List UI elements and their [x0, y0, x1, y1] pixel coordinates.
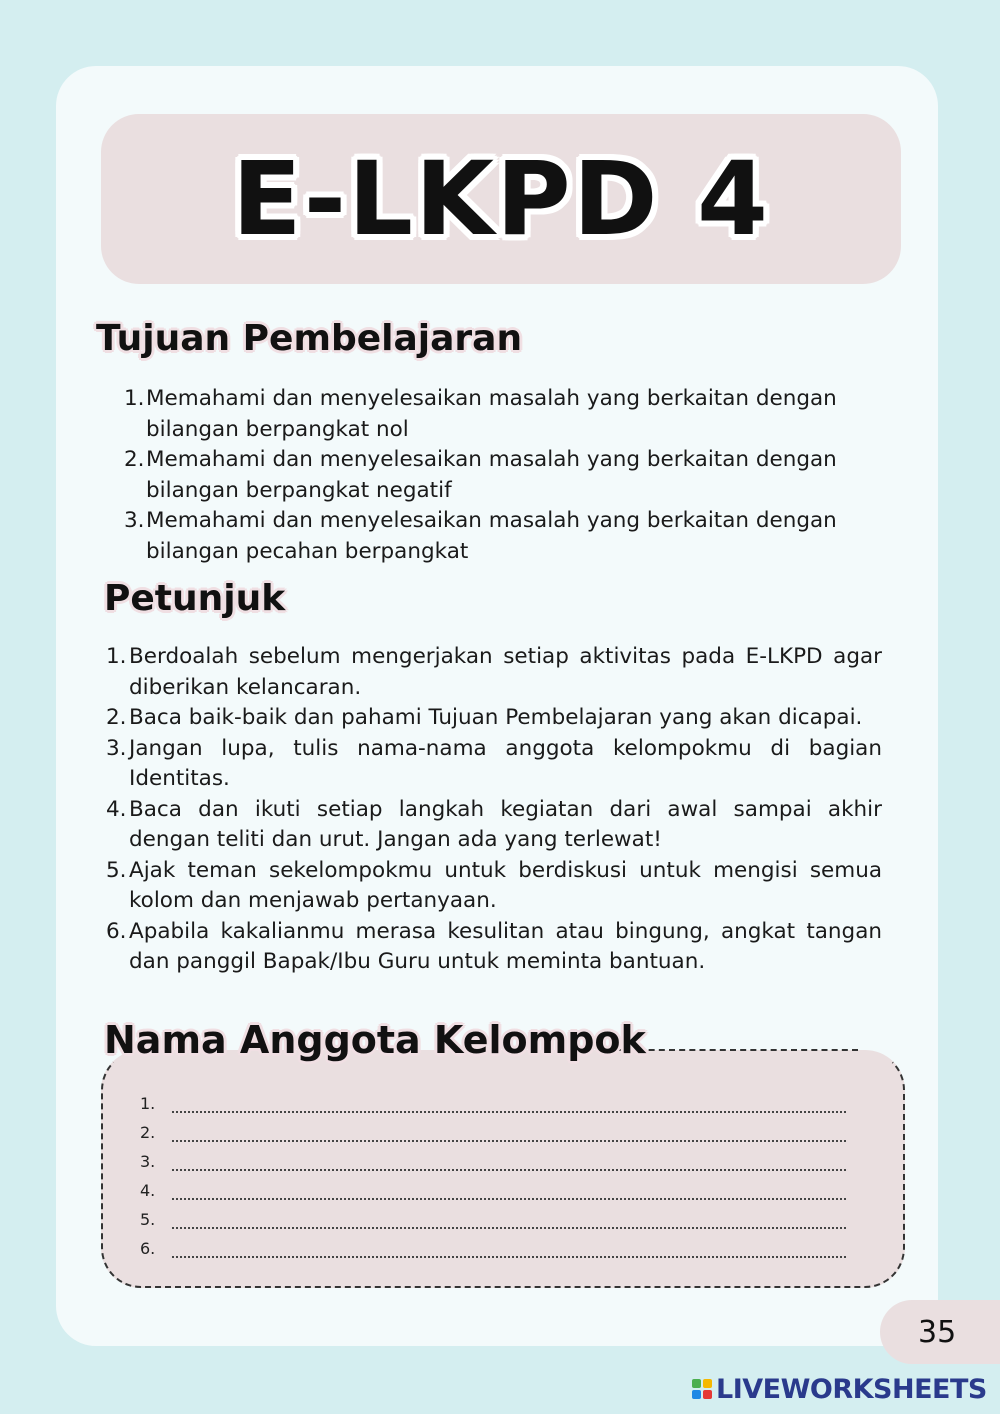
logo-square-icon	[703, 1390, 712, 1399]
item-number: 4.	[106, 796, 127, 822]
item-text: Ajak teman sekelompokmu untuk berdiskusi untuk mengisi semua kolom dan menjawab pertanyaan.	[129, 857, 882, 913]
list-item	[106, 734, 882, 795]
item-number: 5.	[106, 857, 127, 883]
item-number: 2.	[106, 705, 127, 730]
item-text: Memahami dan menyelesaikan masalah yang berkaitan dengan bilangan berpangkat negatif	[146, 447, 837, 503]
member-number: 5.	[140, 1210, 156, 1229]
member-name-field[interactable]	[172, 1157, 846, 1171]
item-text: Baca dan ikuti setiap langkah kegiatan dari awal sampai akhir dengan teliti dan urut. Jangan ada yang terlewat!	[129, 796, 882, 852]
item-number: 6.	[106, 918, 127, 944]
member-name-field[interactable]	[172, 1186, 846, 1200]
list-item	[106, 917, 882, 978]
list-item	[124, 384, 854, 445]
page-number-tab	[880, 1300, 1000, 1364]
member-name-field[interactable]	[172, 1244, 846, 1258]
heading-nama-anggota-kelompok: Nama Anggota Kelompok	[104, 1018, 646, 1062]
logo-square-icon	[692, 1390, 701, 1399]
item-number: 1.	[106, 644, 127, 669]
member-name-field[interactable]	[172, 1099, 846, 1113]
member-name-field[interactable]	[172, 1215, 846, 1229]
member-number: 1.	[140, 1094, 156, 1113]
member-number: 2.	[140, 1123, 156, 1142]
page-number: 35	[918, 1314, 957, 1350]
member-row	[140, 1171, 846, 1200]
list-item	[106, 856, 882, 917]
liveworksheets-logo-icon	[692, 1379, 712, 1399]
heading-tujuan-pembelajaran: Tujuan Pembelajaran	[96, 318, 523, 359]
list-item	[106, 642, 882, 703]
member-row	[140, 1200, 846, 1229]
member-name-field[interactable]	[172, 1128, 846, 1142]
petunjuk-list	[106, 642, 882, 978]
item-text: Apabila kakalianmu merasa kesulitan atau bingung, angkat tangan dan panggil Bapak/Ibu Guru untuk meminta bantuan.	[129, 918, 882, 974]
member-row	[140, 1142, 846, 1171]
member-number: 3.	[140, 1152, 156, 1171]
logo-square-icon	[703, 1379, 712, 1388]
item-text: Berdoalah sebelum mengerjakan setiap aktivitas pada E-LKPD agar diberikan kelancaran.	[129, 644, 882, 700]
page-title: E-LKPD 4	[232, 139, 770, 259]
item-text: Memahami dan menyelesaikan masalah yang berkaitan dengan bilangan pecahan berpangkat	[146, 508, 837, 564]
member-row	[140, 1084, 846, 1113]
item-number: 3.	[106, 735, 127, 761]
title-banner	[101, 114, 901, 284]
list-item	[106, 795, 882, 856]
item-text: Jangan lupa, tulis nama-nama anggota kelompokmu di bagian Identitas.	[129, 735, 882, 791]
heading-petunjuk: Petunjuk	[104, 578, 286, 619]
logo-square-icon	[692, 1379, 701, 1388]
brand-name: LIVEWORKSHEETS	[716, 1373, 987, 1405]
item-number: 1.	[124, 386, 145, 411]
item-number: 2.	[124, 447, 145, 472]
list-item	[106, 703, 882, 734]
member-number: 6.	[140, 1239, 156, 1258]
tujuan-list	[124, 384, 854, 567]
member-list	[140, 1084, 846, 1258]
member-row	[140, 1113, 846, 1142]
list-item	[124, 445, 854, 506]
list-item	[124, 506, 854, 567]
item-text: Baca baik-baik dan pahami Tujuan Pembelajaran yang akan dicapai.	[129, 705, 863, 730]
item-number: 3.	[124, 508, 145, 533]
member-number: 4.	[140, 1181, 156, 1200]
brand-watermark[interactable]	[692, 1372, 992, 1406]
item-text: Memahami dan menyelesaikan masalah yang berkaitan dengan bilangan berpangkat nol	[146, 386, 837, 442]
member-row	[140, 1229, 846, 1258]
